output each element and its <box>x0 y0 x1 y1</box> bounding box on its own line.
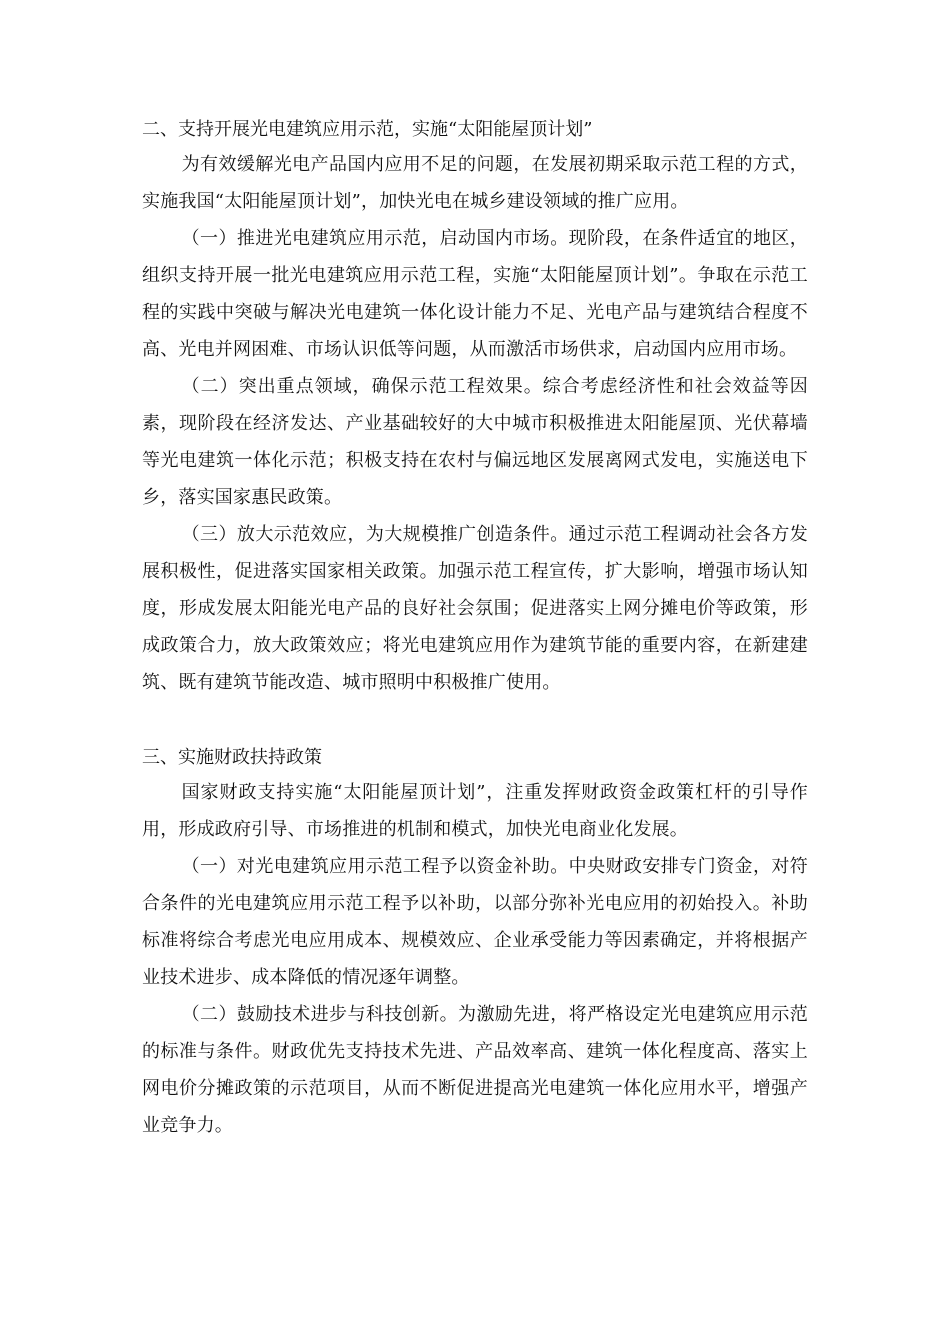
section-2-item-1-paragraph: （一）推进光电建筑应用示范，启动国内市场。现阶段，在条件适宜的地区，组织支持开展一批光电建筑应用示范工程，实施“太阳能屋顶计划”。争取在示范工程的实践中突破与解决光电建筑一体化设计能力不足、光电产品与建筑结合程度不高、光电并网困难、市场认识低等问题，从而激活市场供求，启动国内应用市场。 <box>142 228 808 360</box>
section-2-item-3-paragraph: （三）放大示范效应，为大规模推广创造条件。通过示范工程调动社会各方发展积极性，促进落实国家相关政策。加强示范工程宣传，扩大影响，增强市场认知度，形成发展太阳能光电产品的良好社会氛围；促进落实上网分摊电价等政策，形成政策合力，放大政策效应；将光电建筑应用作为建筑节能的重要内容，在新建建筑、既有建筑节能改造、城市照明中积极推广使用。 <box>142 524 808 693</box>
section-2-heading: 二、支持开展光电建筑应用示范，实施“太阳能屋顶计划” <box>142 119 593 140</box>
section-3-item-1-paragraph: （一）对光电建筑应用示范工程予以资金补助。中央财政安排专门资金，对符合条件的光电建筑应用示范工程予以补助，以部分弥补光电应用的初始投入。补助标准将综合考虑光电应用成本、规模效应、企业承受能力等因素确定，并将根据产业技术进步、成本降低的情况逐年调整。 <box>142 856 808 988</box>
section-3-heading: 三、实施财政扶持政策 <box>142 747 322 768</box>
document-page <box>142 113 808 1144</box>
section-3-intro-paragraph: 国家财政支持实施“太阳能屋顶计划”，注重发挥财政资金政策杠杆的引导作用，形成政府引导、市场推进的机制和模式，加快光电商业化发展。 <box>142 782 808 840</box>
section-spacer <box>142 701 808 741</box>
section-3-item-2-paragraph: （二）鼓励技术进步与科技创新。为激励先进，将严格设定光电建筑应用示范的标准与条件。财政优先支持技术先进、产品效率高、建筑一体化程度高、落实上网电价分摊政策的示范项目，从而不断促进提高光电建筑一体化应用水平，增强产业竞争力。 <box>142 1004 808 1136</box>
section-2-item-2-paragraph: （二）突出重点领域，确保示范工程效果。综合考虑经济性和社会效益等因素，现阶段在经济发达、产业基础较好的大中城市积极推进太阳能屋顶、光伏幕墙等光电建筑一体化示范；积极支持在农村与偏远地区发展离网式发电，实施送电下乡，落实国家惠民政策。 <box>142 376 808 508</box>
section-2-intro-paragraph: 为有效缓解光电产品国内应用不足的问题，在发展初期采取示范工程的方式，实施我国“太阳能屋顶计划”，加快光电在城乡建设领域的推广应用。 <box>142 154 808 212</box>
